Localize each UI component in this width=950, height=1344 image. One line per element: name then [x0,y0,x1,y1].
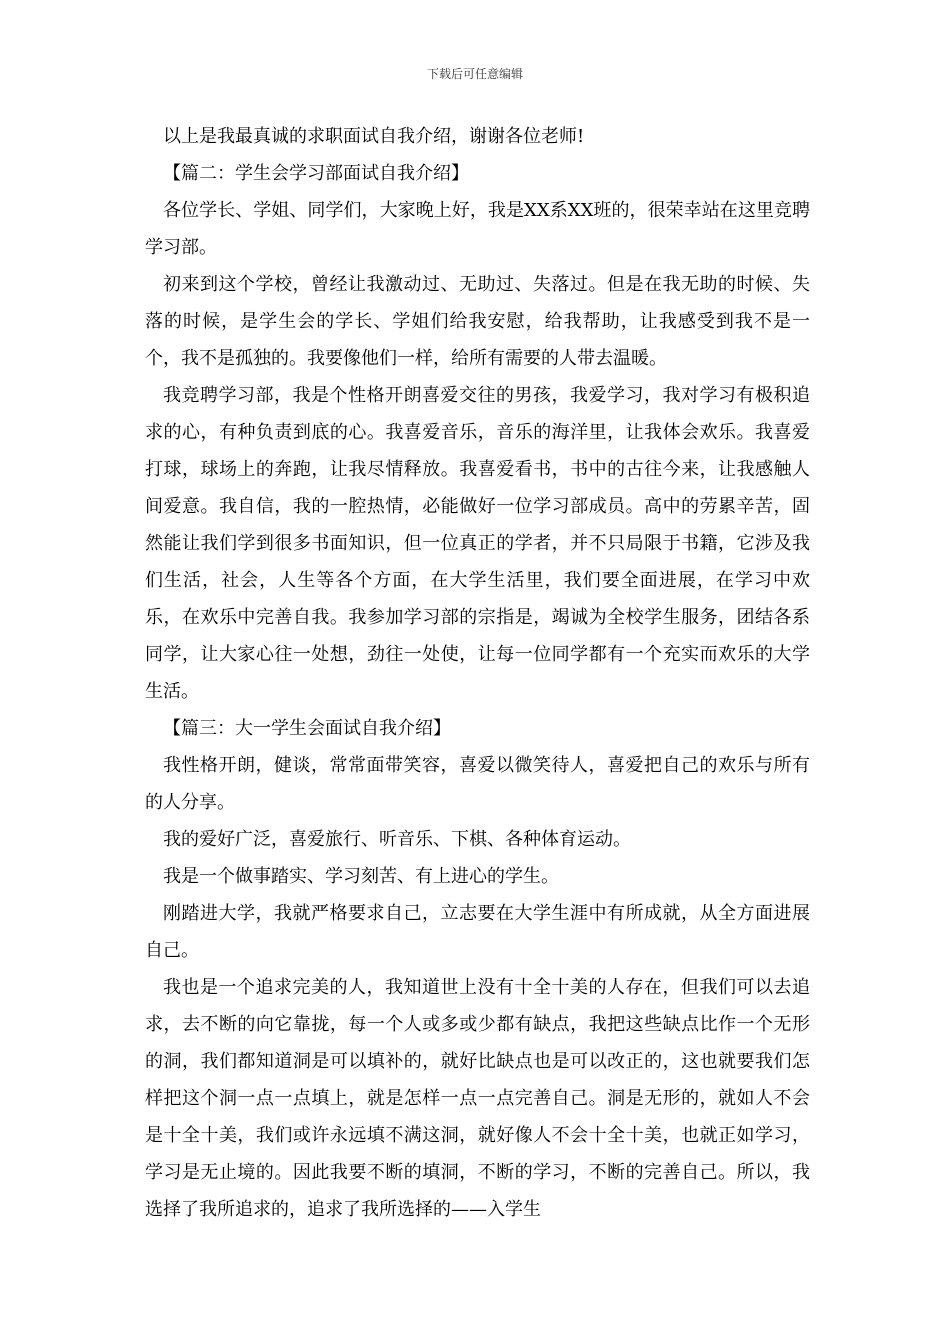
document-body [145,118,810,1228]
paragraph: 我也是一个追求完美的人，我知道世上没有十全十美的人存在，但我们可以去追求，去不断的向它靠拢，每一个人或多或少都有缺点，我把这些缺点比作一个无形的洞，我们都知道洞是可以填补的，就好比缺点也是可以改正的，这也就要我们怎样把这个洞一点一点填上，就是怎样一点一点完善自己。洞是无形的，就如人不会是十全十美，我们或许永远填不满这洞，就好像人不会十全十美，也就正如学习，学习是无止境的。因此我要不断的填洞，不断的学习，不断的完善自己。所以，我选择了我所追求的，追求了我所选择的——入学生 [145,977,810,1220]
page-header: 下载后可任意编辑 [426,67,523,81]
paragraph: 各位学长、学姐、同学们，大家晚上好，我是XX系XX班的，很荣幸站在这里竞聘学习部。 [145,200,810,258]
section-heading-3: 【篇三：大一学生会面试自我介绍】 [163,718,451,739]
paragraph: 初来到这个学校，曾经让我激动过、无助过、失落过。但是在我无助的时候、失落的时候，是学生会的学长、学姐们给我安慰，给我帮助，让我感受到我不是一个，我不是孤独的。我要像他们一样，给所有需要的人带去温暖。 [145,274,810,369]
paragraph: 刚踏进大学，我就严格要求自己，立志要在大学生涯中有所成就，从全方面进展自己。 [145,903,810,961]
paragraph: 我竞聘学习部，我是个性格开朗喜爱交往的男孩，我爱学习，我对学习有极积追求的心，有种负责到底的心。我喜爱音乐，音乐的海洋里，让我体会欢乐。我喜爱打球，球场上的奔跑，让我尽情释放。我喜爱看书，书中的古往今来，让我感触人间爱意。我自信，我的一腔热情，必能做好一位学习部成员。高中的劳累辛苦，固然能让我们学到很多书面知识，但一位真正的学者，并不只局限于书籍，它涉及我们生活，社会，人生等各个方面，在大学生活里，我们要全面进展，在学习中欢乐，在欢乐中完善自我。我参加学习部的宗指是，竭诚为全校学生服务，团结各系同学，让大家心往一处想，劲往一处使，让每一位同学都有一个充实而欢乐的大学生活。 [145,385,810,702]
paragraph-closing: 以上是我最真诚的求职面试自我介绍，谢谢各位老师! [163,126,585,147]
section-heading-2: 【篇二：学生会学习部面试自我介绍】 [163,163,469,184]
paragraph: 我性格开朗，健谈，常常面带笑容，喜爱以微笑待人，喜爱把自己的欢乐与所有的人分享。 [145,755,810,813]
paragraph: 我是一个做事踏实、学习刻苦、有上进心的学生。 [163,866,559,887]
paragraph: 我的爱好广泛，喜爱旅行、听音乐、下棋、各种体育运动。 [163,829,631,850]
